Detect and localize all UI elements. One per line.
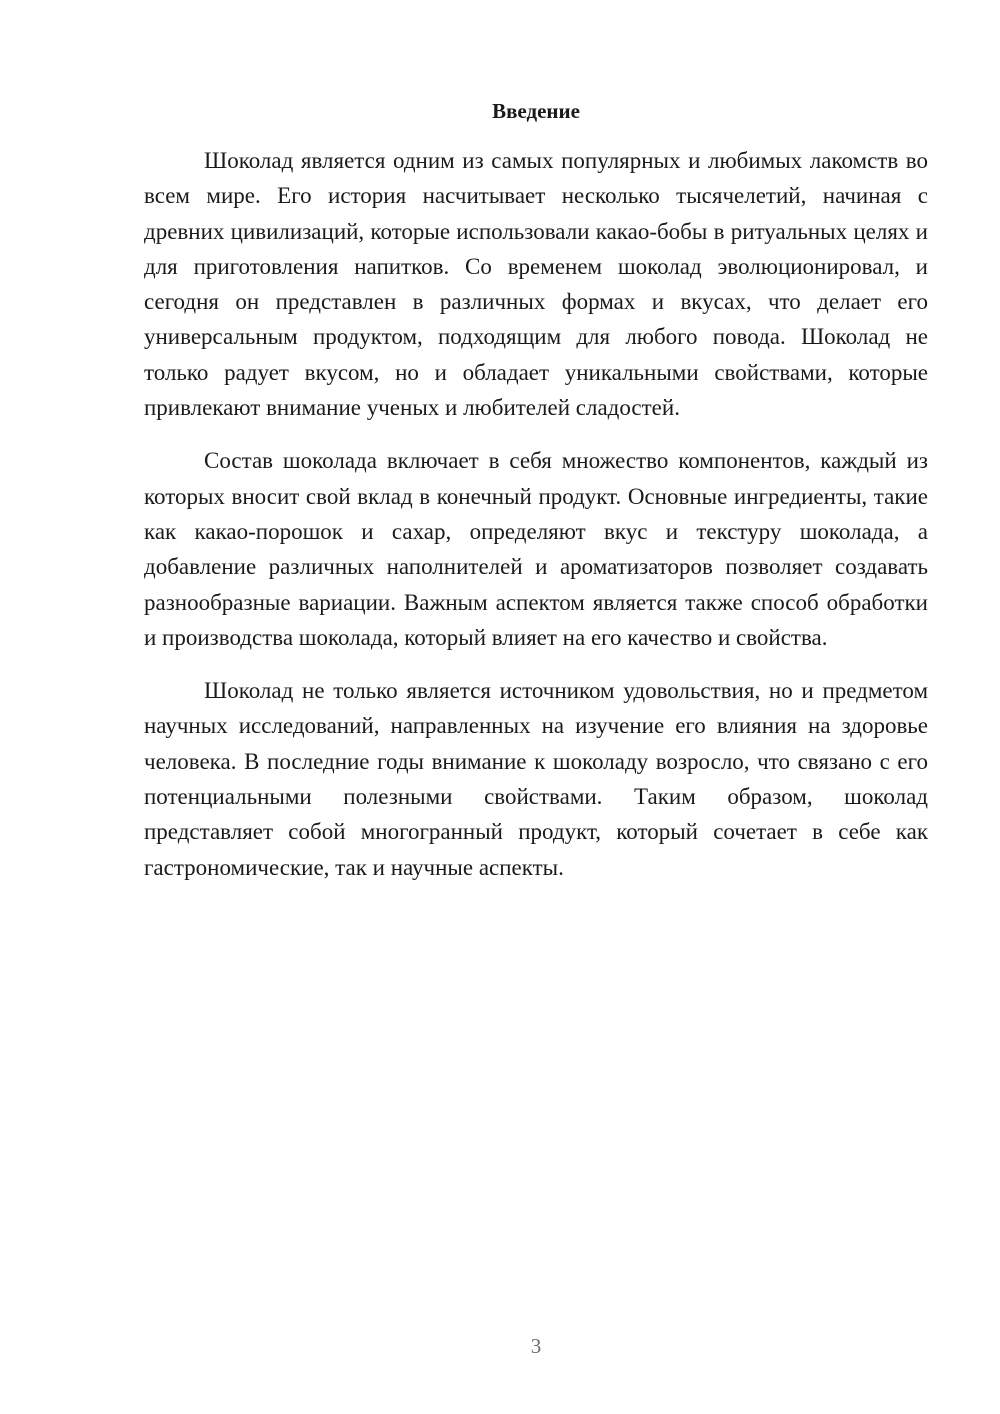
section-heading: Введение <box>492 99 580 123</box>
paragraph-research: Шоколад не только является источником удовольствия, но и предметом научных исследований, направленных на изучение его влияния на здоровье человека. В последние годы внимание к шоколаду возросло, что связано с его потенциальными полезными свойствами. Таким образом, шоколад представляет собой многогранный продукт, который сочетает в себе как гастрономические, так и научные аспекты. <box>144 678 928 880</box>
paragraph-intro: Шоколад является одним из самых популярных и любимых лакомств во всем мире. Его история насчитывает несколько тысячелетий, начиная с древних цивилизаций, которые использовали какао-бобы в ритуальных целях и для приготовления напитков. Со временем шоколад эволюционировал, и сегодня он представлен в различных формах и вкусах, что делает его универсальным продуктом, подходящим для любого повода. Шоколад не только радует вкусом, но и обладает уникальными свойствами, которые привлекают внимание ученых и любителей сладостей. <box>144 148 928 421</box>
paragraph-composition: Состав шоколада включает в себя множество компонентов, каждый из которых вносит свой вклад в конечный продукт. Основные ингредиенты, такие как какао-порошок и сахар, определяют вкус и текстуру шоколада, а добавление различных наполнителей и ароматизаторов позволяет создавать разнообразные вариации. Важным аспектом является также способ обработки и производства шоколада, который влияет на его качество и свойства. <box>144 448 928 650</box>
page-number: 3 <box>530 1334 542 1358</box>
body-text <box>144 143 928 885</box>
